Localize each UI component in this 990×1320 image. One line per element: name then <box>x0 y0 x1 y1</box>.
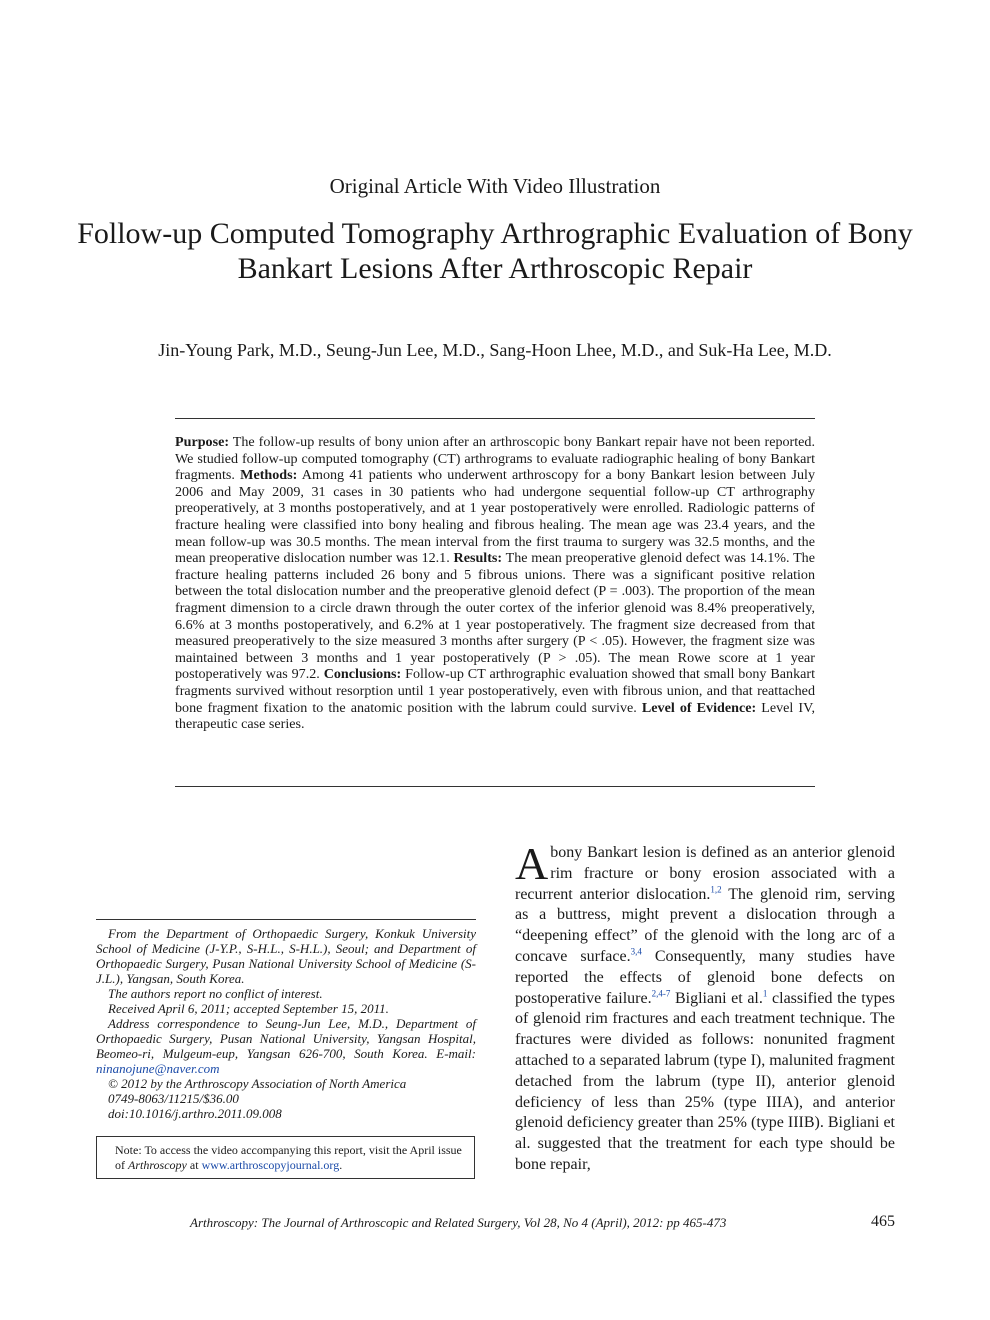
abstract-top-rule <box>175 418 815 419</box>
level-of-evidence-label: Level of Evidence: <box>641 699 757 716</box>
doi-note: doi:10.1016/j.arthro.2011.09.008 <box>108 1106 282 1121</box>
issn-note: 0749-8063/11215/$36.00 <box>108 1091 239 1106</box>
footnote-rule <box>96 919 476 920</box>
video-note-box <box>96 1136 475 1179</box>
affiliation-note: From the Department of Orthopaedic Surgery, Konkuk University School of Medicine (J-Y.P., S-H.L., S-H.L.), Seoul; and Department of Orthopaedic Surgery, Pusan National University School of Medicine (S-J.L.), Yangsan, South Korea. <box>96 926 476 986</box>
body-sentence-5: classified the types of glenoid rim fractures and each treatment technique. The fractures were divided as follows: nonunited fragment attached to a separated labrum (type I), malunited fragment detached from the labrum (type II), anterior glenoid deficiency of less than 25% (type IIIA), and anterior glenoid deficiency greater than 25% (type IIIB). Bigliani et al. suggested that the treatment for each type should be bone repair, <box>515 989 896 1173</box>
footnotes <box>96 926 476 1121</box>
conclusions-label: Conclusions: <box>323 666 402 683</box>
abstract <box>175 434 815 733</box>
purpose-text: The follow-up results of bony union after an arthroscopic bony Bankart repair have not been reported. We studied follow-up computed tomography (CT) arthrograms to evaluate radiographic healing of bony Bankart fragments. <box>175 434 815 484</box>
correspondence-note <box>96 1016 476 1076</box>
received-note: Received April 6, 2011; accepted September 15, 2011. <box>108 1001 389 1016</box>
body-sentence-2: The glenoid rim, serving as a buttress, might prevent a dislocation through a “deepening effect” of the glenoid with the long arc of a concave surface. <box>515 885 896 965</box>
article-title: Follow-up Computed Tomography Arthrographic Evaluation of Bony Bankart Lesions After Arthroscopic Repair <box>77 217 913 285</box>
body-sentence-3: Consequently, many studies have reported the effects of glenoid bone defects on postoperative failure. <box>515 947 895 1007</box>
video-note-end: . <box>339 1158 343 1172</box>
video-note-journal: Arthroscopy <box>128 1158 187 1172</box>
body-column <box>515 838 896 1176</box>
purpose-label: Purpose: <box>175 434 230 450</box>
level-of-evidence-text: Level IV, therapeutic case series. <box>175 699 815 733</box>
journal-website-link[interactable]: www.arthroscopyjournal.org <box>201 1158 340 1172</box>
authors: Jin-Young Park, M.D., Seung-Jun Lee, M.D., Sang-Hoon Lhee, M.D., and Suk-Ha Lee, M.D. <box>158 340 832 360</box>
body-sentence-4: Bigliani et al. <box>674 989 763 1007</box>
results-label: Results: <box>453 550 503 567</box>
conclusions-text: Follow-up CT arthrographic evaluation showed that small bony Bankart fragments survived without resorption until 1 year postoperatively, even with fibrous union, and that reattached bone fragment fixation to the anatomic position with the labrum could survive. <box>175 666 815 716</box>
conflict-note: The authors report no conflict of interest. <box>108 986 323 1001</box>
drop-cap: A <box>515 838 549 889</box>
article-type: Original Article With Video Illustration <box>329 174 661 198</box>
page-number: 465 <box>871 1213 895 1230</box>
video-note-text: Note: To access the video accompanying this report, visit the April issue of <box>115 1143 462 1172</box>
copyright-note: © 2012 by the Arthroscopy Association of North America <box>108 1076 407 1091</box>
methods-label: Methods: <box>240 467 298 484</box>
citation-ref[interactable]: 1,2 <box>710 884 722 895</box>
citation-ref[interactable]: 3,4 <box>630 946 642 957</box>
abstract-bottom-rule <box>175 786 815 787</box>
methods-text: Among 41 patients who underwent arthroscopy for a bony Bankart lesion between July 2006 and May 2009, 31 cases in 30 patients who had undergone sequential follow-up CT arthrography preoperatively, at 3 months postoperatively, and at 1 year postoperatively were enrolled. Radiologic patterns of fracture healing were classified into bony healing and fibrous healing. The mean age was 23.4 years, and the mean follow-up was 30.5 months. The mean interval from the first trauma to surgery was 32.5 months, and the mean preoperative dislocation number was 12.1. <box>175 467 815 567</box>
correspondence-text: Address correspondence to Seung-Jun Lee, M.D., Department of Orthopaedic Surgery, Pusan National University, Yangsan Hospital, Beomeo-ri, Mulgeum-eup, Yangsan 626-700, South Korea. E-mail: <box>96 1016 476 1061</box>
citation-ref[interactable]: 2,4-7 <box>651 988 671 999</box>
body-sentence-1: bony Bankart lesion is defined as an anterior glenoid rim fracture or bony erosion associated with a recurrent anterior dislocation. <box>515 844 895 903</box>
footer-journal-citation: Arthroscopy: The Journal of Arthroscopic and Related Surgery, Vol 28, No 4 (April), 2012: pp 465-473 <box>190 1215 727 1230</box>
video-note-at: at <box>189 1158 199 1172</box>
results-text: The mean preoperative glenoid defect was 14.1%. The fracture healing patterns included 26 bony and 5 fibrous unions. There was a significant positive relation between the total dislocation number and the preoperative glenoid defect (P = .003). The proportion of the mean fragment dimension to a circle drawn through the outer cortex of the inferior glenoid was 8.4% preoperatively, 6.6% at 3 months postoperatively, and 6.2% at 1 year postoperatively. The fragment size decreased from that measured preoperatively to the size measured 3 months after surgery (P < .05). However, the fragment size was maintained between 3 months and 1 year postoperatively (P > .05). The mean Rowe score at 1 year postoperatively was 97.2. <box>175 550 815 683</box>
citation-ref[interactable]: 1 <box>762 988 768 999</box>
email-link[interactable]: ninanojune@naver.com <box>96 1061 220 1076</box>
